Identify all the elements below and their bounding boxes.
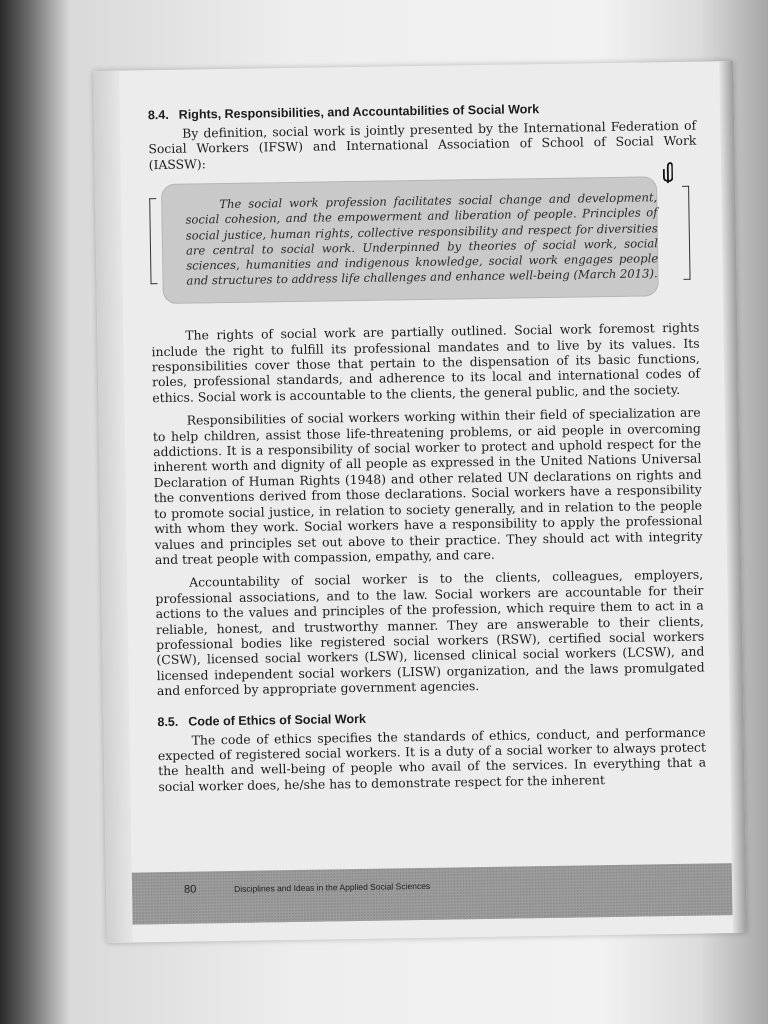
book-page: [93, 61, 747, 943]
running-title: Disciplines and Ideas in the Applied Social Sciences: [233, 880, 431, 894]
quote-text: The social work profession facilitates social change and development, social cohesion, and the empowerment and liberation of people. Principles of social justice, human rights, collective responsibility and respect for diversities are central to social work. Underpinned by theories of social work, social sciences, humanities and indigenous knowledge, social work engages people and structures to address life challenges and enhance well-being (March 2013).: [185, 190, 659, 288]
section-title: Rights, Responsibilities, and Accountabilities of Social Work: [178, 102, 540, 122]
responsibilities-paragraph: Responsibilities of social workers working within their field of specialization are to help children, assist those life-threatening problems, or aid people in overcoming addictions. It is a responsibility of social worker to protect and uphold respect for the inherent worth and dignity of all people as expressed in the United Nations Universal Declaration of Human Rights (1948) and other related UN declarations on rights and the conventions derived from those declarations. Social workers have a responsibility to promote social justice, in relation to society generally, and in relation to the people with whom they work. Social workers have a responsibility to apply the professional values and principles set out above to their practice. They should act with integrity and treat people with compassion, empathy, and care.: [152, 404, 703, 568]
page-edge-right: [719, 61, 747, 933]
bracket-left: [149, 198, 157, 284]
section-number: 8.4.: [147, 107, 169, 123]
bracket-right: [682, 186, 690, 280]
page-content: [148, 100, 707, 803]
section-number: 8.5.: [157, 714, 179, 729]
intro-paragraph: By definition, social work is jointly presented by the International Federation of Social Workers (IFSW) and International Association of School of Social Work (IASSW):: [148, 117, 697, 173]
section-title: Code of Ethics of Social Work: [188, 711, 366, 729]
accountability-paragraph: Accountability of social worker is to the clients, colleagues, employers, professional associations, and to the law. Social workers are accountable for their actions to the values and principles of the profession, which require them to act in a reliable, honest, and trustworthy manner. They are answerable to their clients, professional bodies like registered social workers (RSW), certified social workers (CSW), licensed social workers (LSW), licensed clinical social workers (LCSW), and licensed independent social workers (LISW) organization, and the laws promulgated and enforced by appropriate government agencies.: [155, 566, 705, 699]
code-of-ethics-paragraph: The code of ethics specifies the standards of ethics, conduct, and performance expected of registered social workers. It is a duty of a social worker to always protect the health and well-being of people who avail of the services. In everything that a social worker does, he/she has to demonstrate respect for the inherent: [157, 724, 707, 794]
paperclip-icon: [663, 162, 673, 184]
rights-paragraph: The rights of social work are partially outlined. Social work foremost rights include the right to fulfill its professional mandates and to live by its values. Its responsibilities cover those that pertain to the dispensation of its basic functions, roles, professional standards, and adherence to its local and international codes of ethics. Social work is accountable to the clients, the general public, and the society.: [151, 319, 701, 406]
page-number: 80: [183, 883, 197, 896]
page-edge-left: [93, 71, 133, 943]
quote-box: [161, 176, 659, 304]
page-footer: [132, 863, 733, 924]
definition-callout: [149, 176, 699, 307]
